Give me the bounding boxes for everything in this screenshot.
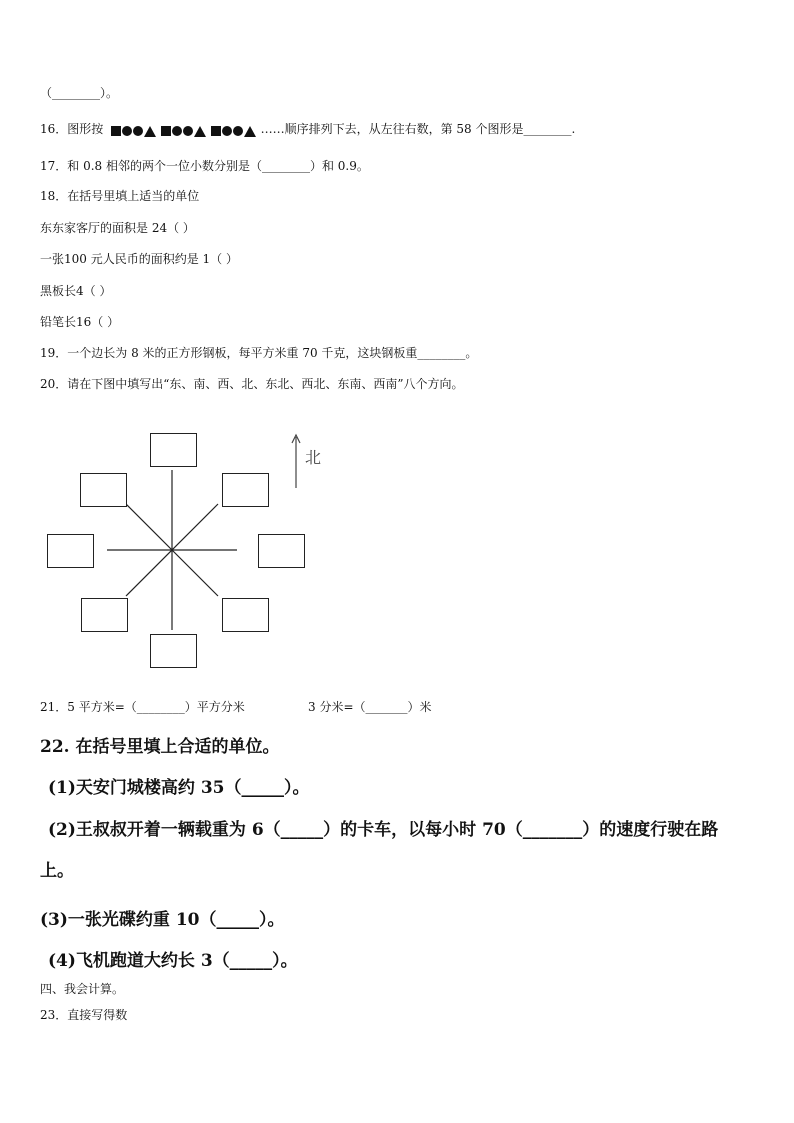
triangle-shape <box>144 126 156 137</box>
question-20: 20．请在下图中填写出“东、南、西、北、东北、西北、东南、西南”八个方向。 <box>40 377 464 391</box>
question-21-part2: 3 分米=（_______）米 <box>308 700 432 714</box>
direction-box-southwest[interactable] <box>81 598 128 632</box>
direction-box-northeast[interactable] <box>222 473 269 507</box>
circle-shape <box>222 126 232 136</box>
question-22-title: 22. 在括号里填上合适的单位。 <box>40 737 280 757</box>
q18-item-2: 一张100 元人民币的面积约是 1（ ） <box>40 252 238 266</box>
circle-shape <box>133 126 143 136</box>
circle-shape <box>233 126 243 136</box>
north-label: 北 <box>305 448 322 467</box>
square-shape <box>111 126 121 136</box>
q22-item-3: (3)一张光碟约重 10（_____）。 <box>40 910 285 930</box>
triangle-shape <box>244 126 256 137</box>
question-19: 19．一个边长为 8 米的正方形钢板，每平方米重 70 千克，这块钢板重________。 <box>40 346 478 360</box>
direction-box-northwest[interactable] <box>80 473 127 507</box>
circle-shape <box>122 126 132 136</box>
q18-item-4: 铅笔长16（ ） <box>40 315 120 329</box>
question-23: 23．直接写得数 <box>40 1008 128 1022</box>
q22-item-2a: (2)王叔叔开着一辆载重为 6（_____）的卡车，以每小时 70（_______）的速度行驶在路 <box>48 820 719 840</box>
square-shape <box>161 126 171 136</box>
direction-box-southeast[interactable] <box>222 598 269 632</box>
question-17: 17．和 0.8 相邻的两个一位小数分别是（________）和 0.9。 <box>40 159 369 173</box>
shape-pattern <box>111 124 257 136</box>
compass-diagram <box>40 420 350 680</box>
direction-box-east[interactable] <box>258 534 305 568</box>
triangle-shape <box>194 126 206 137</box>
circle-shape <box>172 126 182 136</box>
q18-item-3: 黑板长4（ ） <box>40 284 112 298</box>
direction-box-west[interactable] <box>47 534 94 568</box>
q22-item-1: (1)天安门城楼高约 35（_____）。 <box>48 778 310 798</box>
square-shape <box>211 126 221 136</box>
q16-prefix: 16．图形按 <box>40 122 104 136</box>
question-16 <box>40 120 575 137</box>
q16-suffix: ……顺序排列下去，从左往右数，第 58 个图形是________. <box>260 122 576 136</box>
q22-item-4: (4)飞机跑道大约长 3（_____）。 <box>48 951 298 971</box>
q22-item-2b: 上。 <box>40 861 74 881</box>
direction-box-south[interactable] <box>150 634 197 668</box>
section-4-heading: 四、我会计算。 <box>40 982 125 996</box>
q18-item-1: 东东家客厅的面积是 24（ ） <box>40 221 195 235</box>
question-18-title: 18．在括号里填上适当的单位 <box>40 189 200 203</box>
question-21-part1: 21．5 平方米=（________）平方分米 <box>40 700 245 714</box>
q15-tail: （________）。 <box>40 86 119 100</box>
circle-shape <box>183 126 193 136</box>
direction-box-north[interactable] <box>150 433 197 467</box>
